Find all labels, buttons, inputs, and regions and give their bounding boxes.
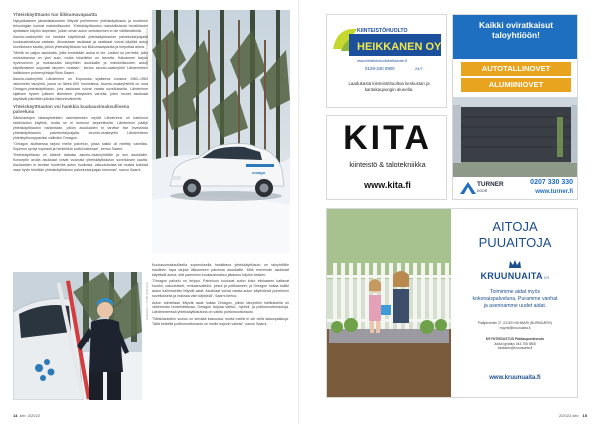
hk-hours: 24/7 [415,66,423,71]
svg-text:omago: omago [252,170,266,175]
kruunuaita-brand [455,271,575,281]
paragraph: Kuukausimaksullisella sopimuksella hankittava yhteiskäyttöauto on taloyhtiöille edullinen tapa tarjota liikkumisen palvelua asukkaille. Mitä enemmän asukkaat käyttävät autoa, sitä paremmin kuukausimaksu jakautuu käytön kesken. [152,263,289,277]
magazine-name: kito [572,413,579,418]
article-column-1 [13,12,148,175]
kita-subtitle: kiinteistö & talotekniikka [349,160,426,169]
issue: 2/2022 [27,413,40,418]
pitch-line: ja asennamme uudet aidat. [483,303,547,309]
turner-item-1: AUTOTALLINOVET [461,62,571,76]
turner-garage-image [453,97,578,177]
folio-right [559,413,587,418]
paragraph: Sähköautojen latauspisteiden rakentamisen myötä Lähderinne oli harkinnut sähköauton käyttöä, mutta se ei tuntunut tarpeelliselta. Lähderinne päätyi yhteiskäyttöauton hankintaan, jolloin asukkaiden ei tarvitse itse investoida yhteiskäyttöauton palveluntarjoajalta. Asunto-osakeyhtiö Lähderinteen yhteistyökumppaniksi valikoitui Omagon. [13,115,148,140]
turner-logo-icon [459,181,477,195]
heikkanen-logo [327,17,447,75]
car-snow-image [152,10,290,253]
photo-credit-top: OMAGON / TOMI PUROLA [146,28,149,66]
ad-kita [326,115,447,200]
sales-title: MYYNTIEDUSTUS Pääkaupunkiseutu [485,337,545,341]
turner-phone: 0207 330 330 [530,179,573,186]
hk-web: www.kiinteistohuoltoheikkanen.fi [357,59,408,63]
office-address: Paläjärventie 27, 03150 HUHMARI (NURMIJÄRVI) [477,321,553,325]
turner-item-2: ALUMIINIOVET [461,78,571,92]
turner-brand: TURNER [477,181,504,188]
turner-url: www.turner.fi [535,189,573,195]
hk-logo-top: KIINTEISTÖHUOLTO [357,28,408,34]
ad-turner [452,14,578,200]
magazine-name: kito [19,413,26,418]
paragraph: "Meillä on paljon asukkaita, joilla ennestään autoa ei ole. Lisäksi on perheitä, joilla omistuksessa on yksi auto, mutta toisellekin on tarvetta. Haluamme tarjota hyvinvoinnin ja mukavuutta taloyhtiön asukkaille ja mahdollisuuden auton käyttämiseen sujuvasti tarpeen mukaan", kertoo asunto-osakeyhtiö Lähderinteen hallituksen puheenjohtaja Risto Saarni. [13,51,148,75]
paragraph: Nykyaikaiseen jakamistalouteen liittyvät perinteinen yhteiskäyttöauto ja modernin teknologian luomat mahdollisuudet. Yhteiskäyttöauton mahdollistavat henkilöautot ajoittaisen käytön tarpeisiin, jolloin oman auton omistaminen ei ole välttämätöntä. [13,18,148,33]
paragraph: "Omagon palvelu on helppo. Palveluun kuuluvat auton koko elinkaaren kattavat huollot, vakuutukset, renkaanvaihdot, pesut ja polttoaineet, ja Omagon hoitaa kaikki auton hallinnointiin liittyvät asiat. Asukkaat voivat varata auton käyttöönsä puhelimen sovelluksella ja maksaa vain käytöstä", Saarni kertoo. [152,279,289,299]
kruunuaita-office [455,321,575,330]
skier-image [13,272,142,400]
ad-kruunuaita [326,208,578,398]
subheading-monthly-service: Yhteiskäyttöauton voi hankkia kuukausimaksullisena palveluna [13,103,130,115]
kita-logo: KITA [343,119,432,157]
turner-brand-sub: DOOR [477,189,488,193]
kruunuaita-headline-1: AITOJA [492,219,538,234]
page-number: 14 [13,413,18,418]
turner-headline: Kaikki oviratkaisut taloyhtiöön! [478,20,553,40]
photo-skier-car [13,272,142,400]
ad-kiinteistohuolto-heikkanen [326,14,447,108]
kruunuaita-sales [455,337,575,351]
kruunuaita-url: www.kruunuaita.fi [489,375,541,381]
office-email: myynti@kruunuaita.fi [499,325,531,330]
kruunuaita-headline-2: PUUAITOJA [478,235,552,250]
paragraph: Asunto-osakeyhtiö voi hankkia käyttöönsä yhteiskäyttöauton palveluntarjoajalta kuukausimaksua vastaan. Ainoastaan asukkaat ja osakkaat voivat käyttää autoa sovelluksen kautta, jolloin yhteiskäyttöauto tuo liikkumavapautta ja helpottaa arkea. [13,35,148,49]
hk-tagline: Laadukasta kiinteistöhuoltoa keskustan ja kantakaupungin alueella. [348,81,430,92]
page-number: 15 [582,413,587,418]
kruunuaita-brand-name: KRUUNUAITA [480,271,543,281]
photo-credit-bottom: OMAGON / TOMI PUROLA [146,282,149,320]
subheading-carsharing: Yhteiskäyttöauto tuo liikkumavapautta [13,12,97,17]
crown-icon [508,259,522,269]
sales-email: toiskanto@kruunuaita.fi [497,346,533,351]
paragraph: "Omagon aloittaessa tarjosi meille palvelun, jossa kaikki oli mietitty valmiiksi. Sopimus syntyi nopeasti ja henkilöstö auttoi kaikessa", kertoo Saarni. [13,142,148,151]
hk-phone: 0129-340 0900 [365,66,395,71]
paragraph: "Sähköautoihin suosio on selvästi kasvussa, mutta meillä ei ole vielä latauspaikkoja. Tällä hetkellä polttomoottoriauto on meille sopivin valinta", sanoo Saarni. [152,316,289,326]
kruunuaita-brand-suffix: OY [543,276,550,280]
photo-car-snow [152,10,290,253]
paragraph: Asunto-osakeyhtiö Lähderinne on Espoossa sijaitseva vuosina 1962–1963 rakennettu taloyhtiö, jossa on lähes 600 huoneistoa. Asunto-osakeyhtiöllä on oma Omagon-yhteiskäyttöauto, jota asukkaat voivat varata sovelluksella. Lähderinne sijaitsee hyvien julkisen liikenteen yhteyksien varrella, joten monet asukkaat käyttävät päivittäin julkisia liikennevälineitä. [13,77,148,102]
pitch-line: Toimimme aidat myös [489,289,541,295]
sales-name: Jukka Ignatius 044-755 5800 [493,341,537,346]
pitch-line: kokonaispalveluna. Puramme vanhat [472,296,558,302]
article-column-2 [152,263,289,328]
right-page [300,0,600,424]
hk-logo-main: HEIKKANEN OY [357,41,442,53]
kita-url: www.kita.fi [364,180,411,190]
issue: 2/2022 [558,413,572,418]
paragraph: Yhteiskäyttöauto on kätevä ratkaisu asunto-osakeyhtiöille ja sen asukkaille. Konseptin avulla asukkaat voivat vuokrata yhteiskäyttöauton sovelluksen kautta. Asukkaiden ei tarvitse huolehtia auton huollosta, vakuutuksista tai muista kuluista vaan hyvin tehdään yhteiskäyttöauton palveluntarjoajan toimesta", sanoo Saarni. [13,153,148,173]
folio-left [13,413,40,418]
paragraph: Auton toimintaan liittyvät asiat hoitaa Omagon, jolloin taloyhtiön hallituksella on vähemmän huolehdittavaa. Omagon tarjoaa sähkö-, hybridi- ja polttomoottoriautoja. Lähderinteessä yhteiskäyttöautona on valittu polttomoottoriauto. [152,300,289,315]
kruunuaita-pitch [455,289,575,310]
kruunuaita-garden-image [327,209,451,398]
